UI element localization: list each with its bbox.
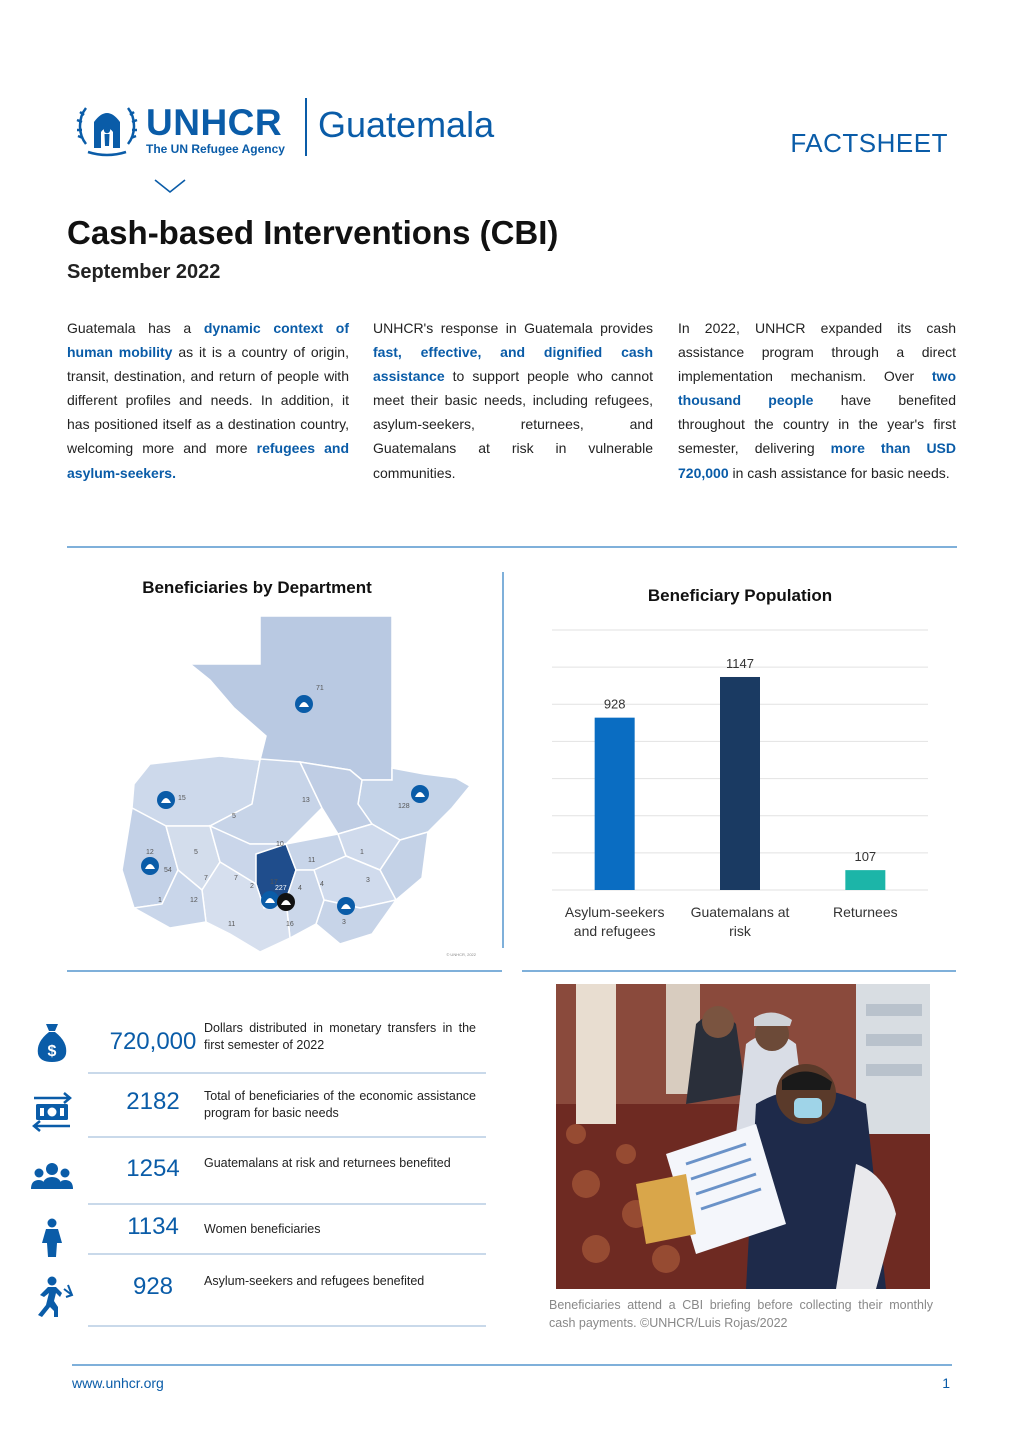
stat-value: 2182 [126,1088,180,1115]
logo-divider [305,98,307,156]
chart-value-label: 928 [603,696,626,712]
intro-text: to support people who cannot meet their basic needs, including refugees, asylum-seekers, returnees, and Guatemalans at risk in vulnerable communities. [373,368,653,481]
chart-category-label: Guatemalans at [690,904,790,920]
stat-value: 720,000 [109,1028,197,1055]
map-label: 4 [320,881,324,888]
map-title: Beneficiaries by Department [142,578,372,597]
intro-text: in cash assistance for basic needs. [728,464,950,481]
map-label: 11 [308,857,316,864]
footer-divider [72,1364,952,1366]
map-label: 12 [146,849,154,856]
intro-column-2 [373,316,653,485]
chart-bar [845,870,885,890]
logo-country: Guatemala [318,104,495,145]
chart-category-label: and refugees [573,923,656,939]
person-running-icon [30,1275,74,1319]
stat-value: 928 [132,1273,174,1300]
logo-wordmark: UNHCR [146,102,283,143]
column-divider [502,572,504,948]
office-marker-icon [261,891,279,909]
map-label: 17 [270,879,278,886]
stat-description: Dollars distributed in monetary transfers in the first semester of 2022 [204,1021,476,1052]
stat-description: Total of beneficiaries of the economic assistance program for basic needs [204,1089,476,1120]
map-credit: © UNHCR, 2022 [446,952,476,957]
beneficiary-population-chart [548,620,938,950]
map-label: 5 [232,813,236,820]
intro-highlight: refugees and asylum-seekers. [67,440,349,481]
map-label: 227 [275,885,287,892]
footer-url-link[interactable]: www.unhcr.org [72,1375,164,1391]
map-label: 128 [398,803,410,810]
intro-highlight: two thousand people [678,368,956,409]
intro-highlight: more than USD 720,000 [678,440,956,481]
map-label: 7 [234,875,238,882]
stat-row-asylum-seekers [30,1265,486,1329]
intro-text: UNHCR's response in Guatemala provides [373,320,653,336]
page-date: September 2022 [67,261,221,283]
intro-text: have benefited throughout the country in the year's first semester, delivering [678,392,956,457]
map-label: 5 [194,849,198,856]
photo-cbi-briefing [556,984,930,1289]
map-label: 10 [276,841,284,848]
photo-caption: Beneficiaries attend a CBI briefing before collecting their monthly cash payments. ©UNHCR/Luis Rojas/2022 [549,1298,933,1330]
chevron-down-icon [153,176,187,196]
page-title: Cash-based Interventions (CBI) [67,214,559,251]
chart-bars [595,677,886,890]
chart-category-label: Returnees [833,904,898,920]
map-label: 3 [342,919,346,926]
intro-text: as it is a country of origin, transit, destination, and return of people with different profiles and needs. In addition, it has positioned itself as a destination country, welcoming more and more [67,344,349,457]
office-marker-icon [277,893,295,911]
map-label: 7 [204,875,208,882]
map-label: 1 [158,897,162,904]
map-label: 4 [298,885,302,892]
chart-title: Beneficiary Population [647,586,833,605]
cash-transfer-icon [30,1088,74,1132]
intro-text: Guatemala has a [67,320,204,336]
factsheet-label: FACTSHEET [790,128,948,158]
stat-divider [88,1325,486,1327]
stat-value: 1254 [126,1155,180,1182]
stat-value: 1134 [127,1213,179,1240]
map-label: 16 [286,921,294,928]
stat-divider [88,1253,486,1255]
money-bag-icon [30,1020,74,1064]
office-marker-icon [157,791,175,809]
map-label: 2 [250,883,254,890]
chart-value-label: 107 [854,849,877,865]
map-label: 1 [360,849,364,856]
map-label: 11 [228,921,236,928]
stat-row-guatemalans-returnees [30,1145,486,1209]
intro-column-1 [67,316,349,485]
map-label: 15 [178,795,186,802]
chart-category-label: Asylum-seekers [564,904,665,920]
map-label: 71 [316,685,324,692]
woman-icon [30,1215,74,1259]
svg-text:$: $ [47,1043,57,1060]
stat-description: Asylum-seekers and refugees benefited [204,1274,425,1288]
people-group-icon [30,1155,74,1199]
guatemala-department-map [110,608,490,964]
stat-description: Women beneficiaries [204,1222,321,1236]
office-marker-icon [141,857,159,875]
map-department-jutiapa [316,900,396,944]
chart-category-label: risk [729,923,751,939]
page-number: 1 [942,1375,950,1391]
office-marker-icon [411,785,429,803]
stat-description: Guatemalans at risk and returnees benefited [204,1156,451,1170]
stat-divider [88,1136,486,1138]
section-divider [67,970,502,972]
map-label: 13 [302,797,310,804]
map-label: 3 [366,877,370,884]
intro-highlight: dynamic context of human mobility [67,320,349,361]
logo-tagline: The UN Refugee Agency [146,142,285,156]
stat-divider [88,1072,486,1074]
chart-value-label: 1147 [726,655,754,671]
unhcr-emblem-icon [76,100,138,158]
chart-bar [720,677,760,890]
map-label: 12 [190,897,198,904]
chart-bar [595,718,635,890]
stat-row-beneficiaries [30,1078,486,1142]
map-label: 54 [164,867,172,874]
section-divider [522,970,956,972]
intro-highlight: fast, effective, and dignified cash assistance [373,344,653,385]
intro-column-3 [678,316,956,485]
section-divider [67,546,957,548]
office-marker-icon [337,897,355,915]
office-marker-icon [295,695,313,713]
stat-row-dollars [30,1010,486,1074]
intro-text: In 2022, UNHCR expanded its cash assistance program through a direct implementation mechanism. Over [678,320,956,385]
stat-row-women [30,1205,486,1269]
